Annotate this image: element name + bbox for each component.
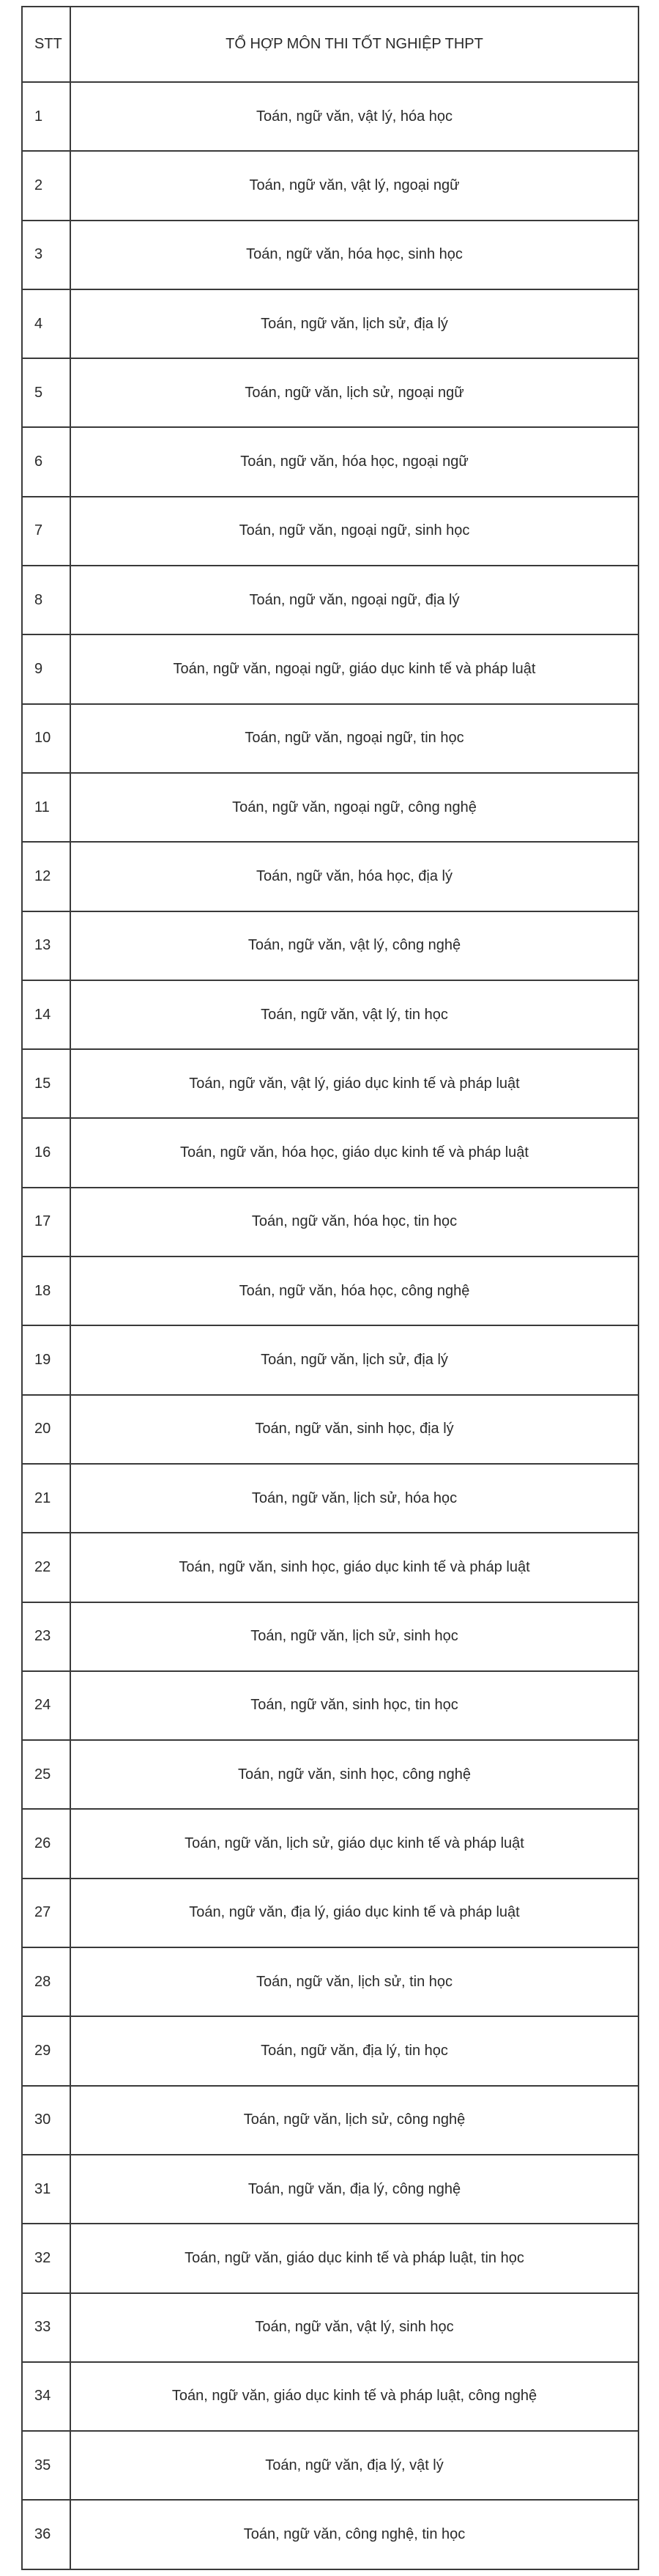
table-row: [22, 2362, 638, 2431]
table-row: [22, 1325, 638, 1394]
subject-combination-cell: Toán, ngữ văn, lịch sử, địa lý: [70, 289, 638, 358]
row-number-cell: 27: [22, 1879, 70, 1947]
subject-combination-cell: Toán, ngữ văn, sinh học, công nghệ: [70, 1740, 638, 1809]
row-number-cell: 23: [22, 1602, 70, 1671]
row-number-cell: 29: [22, 2016, 70, 2085]
table-row: [22, 634, 638, 703]
table-row: [22, 1118, 638, 1187]
column-header-stt: STT: [22, 7, 70, 82]
row-number-cell: 26: [22, 1809, 70, 1878]
row-number-cell: 15: [22, 1049, 70, 1118]
row-number-cell: 33: [22, 2293, 70, 2362]
subject-combination-cell: Toán, ngữ văn, hóa học, ngoại ngữ: [70, 427, 638, 496]
subject-combination-cell: Toán, ngữ văn, hóa học, sinh học: [70, 221, 638, 289]
table-row: [22, 1533, 638, 1602]
table-row: [22, 1879, 638, 1947]
column-header-combination: TỔ HỢP MÔN THI TỐT NGHIỆP THPT: [70, 7, 638, 82]
subject-combination-cell: Toán, ngữ văn, vật lý, hóa học: [70, 82, 638, 151]
subject-combination-cell: Toán, ngữ văn, sinh học, giáo dục kinh tế và pháp luật: [70, 1533, 638, 1602]
row-number-cell: 6: [22, 427, 70, 496]
subject-combination-cell: Toán, ngữ văn, ngoại ngữ, sinh học: [70, 497, 638, 566]
row-number-cell: 9: [22, 634, 70, 703]
table-row: [22, 1049, 638, 1118]
table-row: [22, 427, 638, 496]
subject-combination-cell: Toán, ngữ văn, hóa học, công nghệ: [70, 1256, 638, 1325]
subject-combination-cell: Toán, ngữ văn, địa lý, công nghệ: [70, 2155, 638, 2224]
table-row: [22, 221, 638, 289]
table-row: [22, 1188, 638, 1256]
subject-combination-cell: Toán, ngữ văn, vật lý, giáo dục kinh tế và pháp luật: [70, 1049, 638, 1118]
subject-combination-cell: Toán, ngữ văn, sinh học, tin học: [70, 1671, 638, 1740]
subject-combination-cell: Toán, ngữ văn, ngoại ngữ, giáo dục kinh tế và pháp luật: [70, 634, 638, 703]
table-row: [22, 1256, 638, 1325]
subject-combination-cell: Toán, ngữ văn, địa lý, giáo dục kinh tế và pháp luật: [70, 1879, 638, 1947]
subject-combination-cell: Toán, ngữ văn, hóa học, giáo dục kinh tế và pháp luật: [70, 1118, 638, 1187]
row-number-cell: 1: [22, 82, 70, 151]
table-row: [22, 1395, 638, 1464]
table-row: [22, 2086, 638, 2155]
subject-combination-cell: Toán, ngữ văn, giáo dục kinh tế và pháp luật, tin học: [70, 2224, 638, 2292]
row-number-cell: 25: [22, 1740, 70, 1809]
table-row: [22, 2224, 638, 2292]
subject-combination-cell: Toán, ngữ văn, công nghệ, tin học: [70, 2500, 638, 2569]
subject-combination-cell: Toán, ngữ văn, vật lý, công nghệ: [70, 911, 638, 980]
table-body: [22, 82, 638, 2569]
table-row: [22, 773, 638, 842]
table-row: [22, 980, 638, 1049]
subject-combination-cell: Toán, ngữ văn, lịch sử, giáo dục kinh tế và pháp luật: [70, 1809, 638, 1878]
row-number-cell: 24: [22, 1671, 70, 1740]
subject-combination-cell: Toán, ngữ văn, vật lý, sinh học: [70, 2293, 638, 2362]
row-number-cell: 32: [22, 2224, 70, 2292]
table-row: [22, 2431, 638, 2500]
table-row: [22, 1602, 638, 1671]
table-row: [22, 1671, 638, 1740]
table-row: [22, 911, 638, 980]
subject-combination-cell: Toán, ngữ văn, địa lý, vật lý: [70, 2431, 638, 2500]
subject-combination-cell: Toán, ngữ văn, giáo dục kinh tế và pháp luật, công nghệ: [70, 2362, 638, 2431]
row-number-cell: 21: [22, 1464, 70, 1533]
row-number-cell: 22: [22, 1533, 70, 1602]
row-number-cell: 35: [22, 2431, 70, 2500]
subject-combination-cell: Toán, ngữ văn, vật lý, ngoại ngữ: [70, 151, 638, 220]
subject-combination-cell: Toán, ngữ văn, ngoại ngữ, công nghệ: [70, 773, 638, 842]
table-row: [22, 566, 638, 634]
row-number-cell: 19: [22, 1325, 70, 1394]
row-number-cell: 13: [22, 911, 70, 980]
row-number-cell: 18: [22, 1256, 70, 1325]
subject-combination-cell: Toán, ngữ văn, lịch sử, ngoại ngữ: [70, 358, 638, 427]
row-number-cell: 36: [22, 2500, 70, 2569]
row-number-cell: 31: [22, 2155, 70, 2224]
row-number-cell: 20: [22, 1395, 70, 1464]
subject-combination-cell: Toán, ngữ văn, địa lý, tin học: [70, 2016, 638, 2085]
subject-combination-cell: Toán, ngữ văn, hóa học, tin học: [70, 1188, 638, 1256]
exam-combination-table: [21, 6, 639, 2570]
subject-combination-cell: Toán, ngữ văn, lịch sử, địa lý: [70, 1325, 638, 1394]
table-row: [22, 1947, 638, 2016]
row-number-cell: 28: [22, 1947, 70, 2016]
table-row: [22, 2500, 638, 2569]
subject-combination-cell: Toán, ngữ văn, lịch sử, công nghệ: [70, 2086, 638, 2155]
table-row: [22, 1740, 638, 1809]
row-number-cell: 10: [22, 704, 70, 773]
subject-combination-cell: Toán, ngữ văn, ngoại ngữ, địa lý: [70, 566, 638, 634]
row-number-cell: 14: [22, 980, 70, 1049]
table-row: [22, 2016, 638, 2085]
row-number-cell: 3: [22, 221, 70, 289]
subject-combination-cell: Toán, ngữ văn, lịch sử, hóa học: [70, 1464, 638, 1533]
table-row: [22, 1464, 638, 1533]
row-number-cell: 8: [22, 566, 70, 634]
table-row: [22, 1809, 638, 1878]
subject-combination-cell: Toán, ngữ văn, lịch sử, sinh học: [70, 1602, 638, 1671]
table-row: [22, 2155, 638, 2224]
row-number-cell: 16: [22, 1118, 70, 1187]
subject-combination-cell: Toán, ngữ văn, hóa học, địa lý: [70, 842, 638, 911]
row-number-cell: 7: [22, 497, 70, 566]
table-row: [22, 842, 638, 911]
exam-combination-table-container: [21, 6, 638, 2570]
table-row: [22, 497, 638, 566]
table-row: [22, 151, 638, 220]
row-number-cell: 2: [22, 151, 70, 220]
subject-combination-cell: Toán, ngữ văn, lịch sử, tin học: [70, 1947, 638, 2016]
table-row: [22, 82, 638, 151]
row-number-cell: 17: [22, 1188, 70, 1256]
row-number-cell: 11: [22, 773, 70, 842]
row-number-cell: 4: [22, 289, 70, 358]
table-row: [22, 704, 638, 773]
subject-combination-cell: Toán, ngữ văn, ngoại ngữ, tin học: [70, 704, 638, 773]
table-row: [22, 289, 638, 358]
table-header-row: [22, 7, 638, 82]
row-number-cell: 34: [22, 2362, 70, 2431]
table-row: [22, 358, 638, 427]
row-number-cell: 5: [22, 358, 70, 427]
table-row: [22, 2293, 638, 2362]
subject-combination-cell: Toán, ngữ văn, sinh học, địa lý: [70, 1395, 638, 1464]
row-number-cell: 30: [22, 2086, 70, 2155]
subject-combination-cell: Toán, ngữ văn, vật lý, tin học: [70, 980, 638, 1049]
row-number-cell: 12: [22, 842, 70, 911]
